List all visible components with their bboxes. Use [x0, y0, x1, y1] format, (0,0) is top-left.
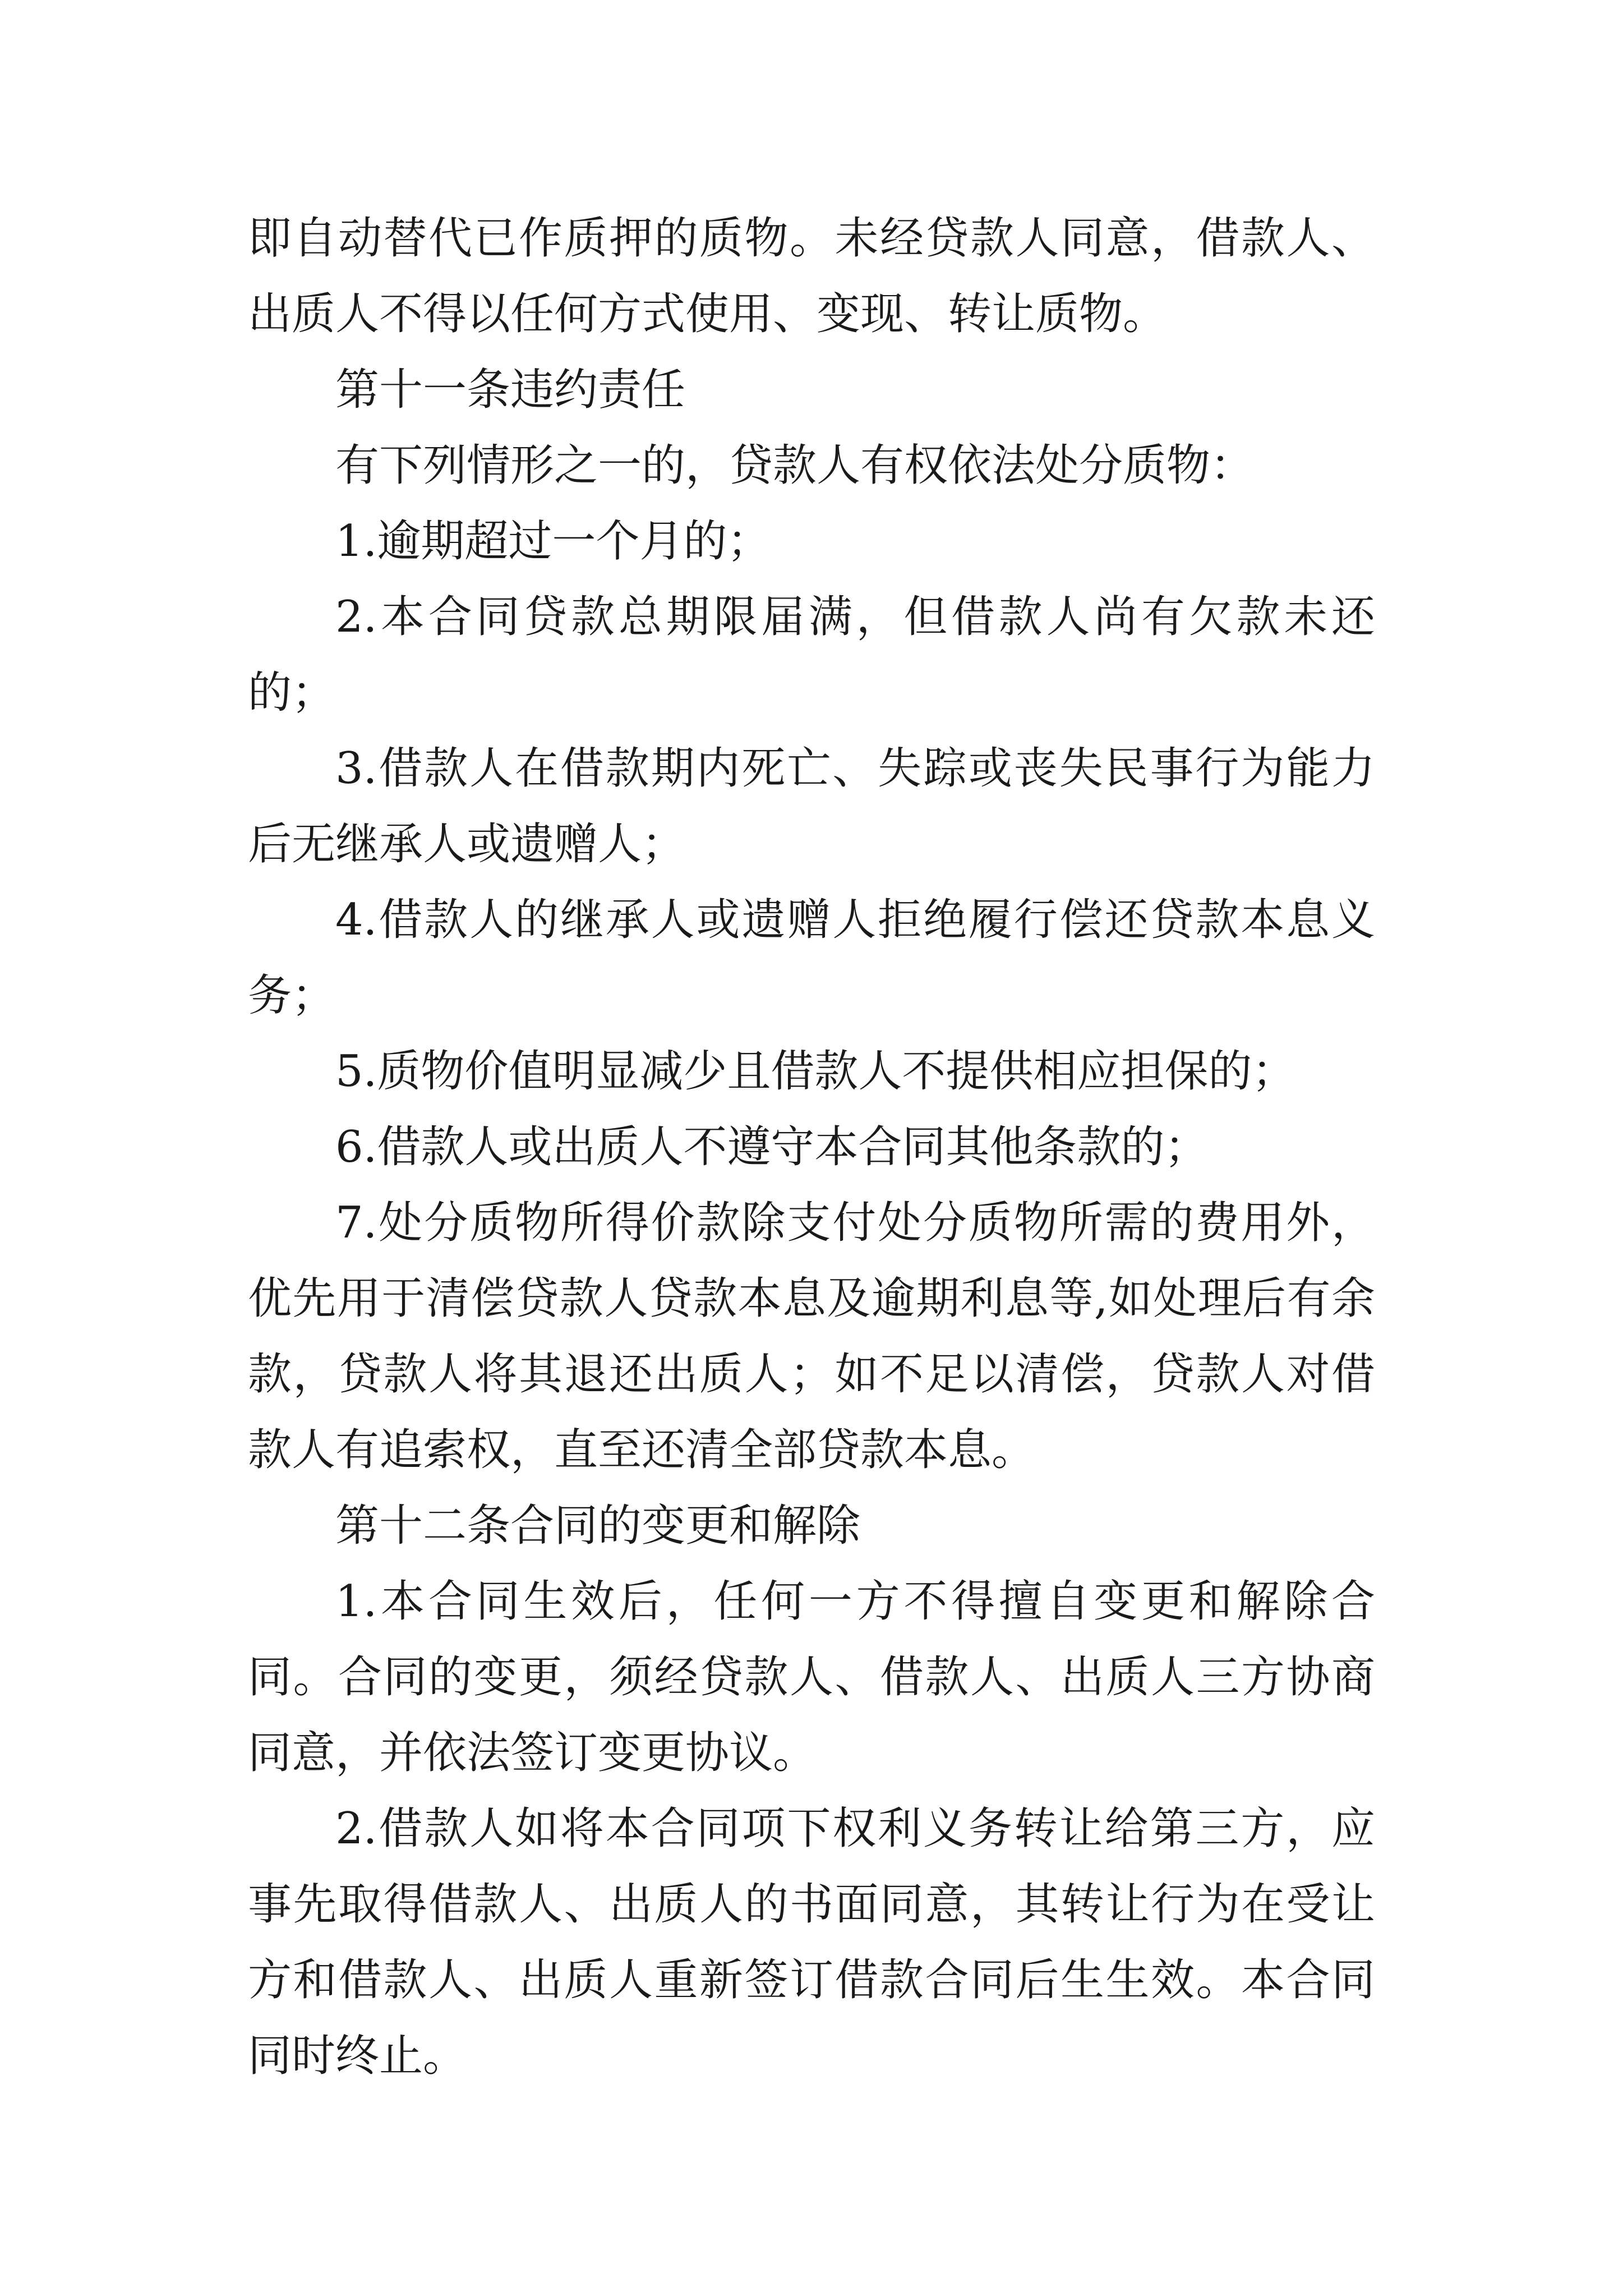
body-paragraph: 即自动替代已作质押的质物。未经贷款人同意，借款人、出质人不得以任何方式使用、变现、转让质物。 — [248, 213, 1375, 339]
section-heading-12: 第十二条合同的变更和解除 — [335, 1501, 861, 1551]
document-body — [248, 201, 1375, 2094]
list-item: 7.处分质物所得价款除支付处分质物所需的费用外，优先用于清偿贷款人贷款本息及逾期利息等,如处理后有余款，贷款人将其退还出质人；如不足以清偿，贷款人对借款人有追索权，直至还清全部贷款本息。 — [248, 1198, 1375, 1475]
section-heading-11: 第十一条违约责任 — [335, 365, 686, 415]
body-paragraph: 有下列情形之一的，贷款人有权依法处分质物： — [335, 440, 1255, 491]
list-item: 5.质物价值明显减少且借款人不提供相应担保的； — [335, 1046, 1296, 1097]
list-item: 3.借款人在借款期内死亡、失踪或丧失民事行为能力后无继承人或遗赠人； — [248, 743, 1375, 869]
list-item: 1.逾期超过一个月的； — [335, 516, 771, 567]
list-item: 6.借款人或出质人不遵守本合同其他条款的； — [335, 1122, 1209, 1172]
list-item: 1.本合同生效后，任何一方不得擅自变更和解除合同。合同的变更，须经贷款人、借款人、出质人三方协商同意，并依法签订变更协议。 — [248, 1576, 1375, 1778]
list-item: 2.本合同贷款总期限届满，但借款人尚有欠款未还的； — [248, 592, 1375, 718]
list-item: 4.借款人的继承人或遗赠人拒绝履行偿还贷款本息义务； — [248, 895, 1375, 1021]
list-item: 2.借款人如将本合同项下权利义务转让给第三方，应事先取得借款人、出质人的书面同意，其转让行为在受让方和借款人、出质人重新签订借款合同后生生效。本合同同时终止。 — [248, 1803, 1375, 2081]
